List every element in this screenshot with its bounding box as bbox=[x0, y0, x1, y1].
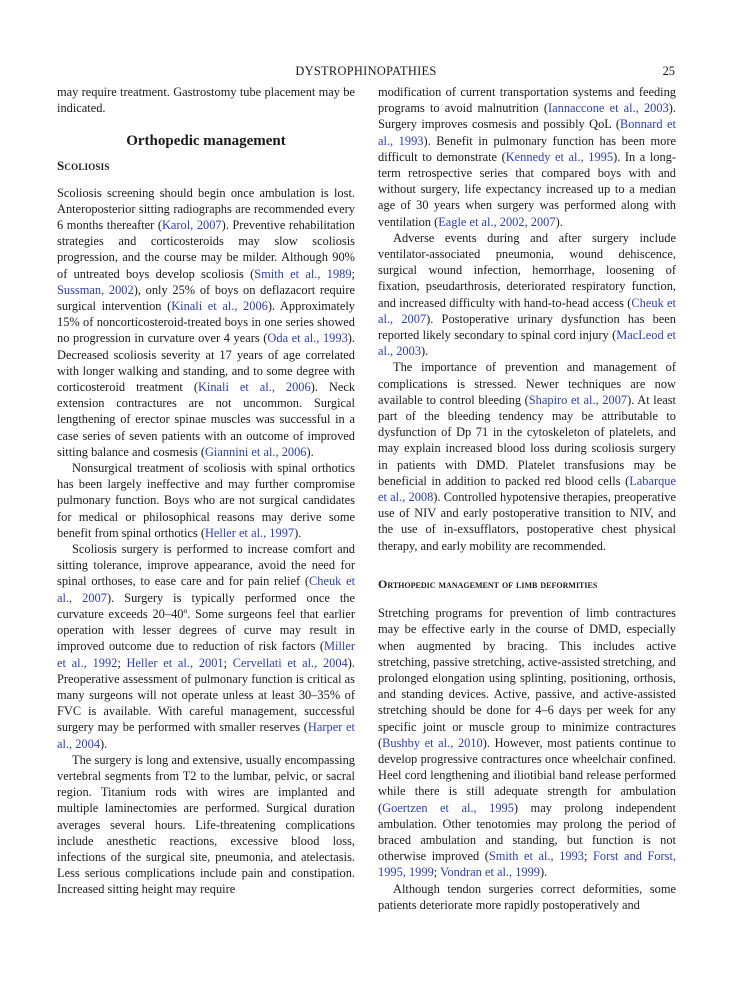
text: ). Neck extension contractures are not uncommon. Surgical lengthening of erector spinae muscles was successful in a case series of seven patients with an outcome of improved sitting balance and cosmesis ( bbox=[57, 380, 356, 459]
text: ). Controlled hypotensive therapies, preoperative use of NIV and early postoperative transition to NIV, and the use of in-exsufflators, postoperative chest physical therapy, and early mobility are recommended. bbox=[378, 490, 676, 553]
paragraph bbox=[57, 541, 355, 752]
text: Stretching programs for prevention of limb contractures may be effective early in the course of DMD, especially when augmented by bracing. This includes active stretching, passive stretching, active-assisted stretching, and prolonged elongation using splinting, positioning, orthosis, and standing devices. Active, passive, and active-assisted stretching should be done for 4–6 days per week for any specific joint or muscle group to minimize contractures ( bbox=[378, 606, 676, 750]
citation-link[interactable]: Kinali et al., 2006 bbox=[171, 299, 268, 314]
citation-link[interactable]: Shapiro et al., 2007 bbox=[528, 392, 628, 407]
paragraph bbox=[378, 605, 676, 880]
text: ). Surgery improves cosmesis and possibly QoL ( bbox=[378, 101, 676, 132]
text: ). bbox=[294, 525, 302, 540]
text: ). bbox=[555, 214, 563, 229]
page-header bbox=[0, 64, 732, 80]
citation-link[interactable]: Heller et al., 2001 bbox=[126, 655, 224, 670]
paragraph bbox=[378, 84, 676, 230]
paragraph bbox=[57, 185, 355, 460]
page-number: 25 bbox=[662, 64, 675, 78]
citation-link[interactable]: Vondran et al., 1999 bbox=[440, 865, 541, 880]
left-column bbox=[57, 84, 355, 898]
text: ; bbox=[351, 266, 355, 281]
text: Nonsurgical treatment of scoliosis with spinal orthotics has been largely ineffective and may further compromise pulmonary function. Boys who are not surgical candidates for medical or philosophical reasons may derive some benefit from spinal orthotics ( bbox=[57, 461, 355, 540]
citation-link[interactable]: Cheuk et al., 2007 bbox=[57, 574, 356, 605]
text: Adverse events during and after surgery include ventilator-associated pneumonia, wound dehiscence, surgical wound infection, hemorrhage, loosening of fixation, pseudarthrosis, deteriorated respiratory function, and increased difficulty with hand-to-head access ( bbox=[378, 230, 676, 310]
text: The surgery is long and extensive, usually encompassing vertebral segments from T2 to the lumbar, pelvic, or sacral region. Titanium rods with wires are implanted and multiple laminectomies are performed. Surgical duration averages several hours. Life-threatening complications include anesthetic reactions, excessive blood loss, infections of the surgical site, pneumonia, and atelectasis. Less serious complications include pain and constipation. Increased sitting height may require bbox=[57, 752, 355, 897]
section-heading: Orthopedic management bbox=[126, 133, 286, 150]
citation-link[interactable]: Bonnard et al., 1993 bbox=[378, 117, 676, 148]
paragraph bbox=[378, 881, 676, 913]
paragraph bbox=[378, 359, 676, 553]
citation-link[interactable]: Forst and Forst, 1995, 1999 bbox=[378, 849, 677, 880]
text: may require treatment. Gastrostomy tube placement may be indicated. bbox=[57, 85, 355, 116]
text: ) may prolong independent ambulation. Other tenotomies may prolong the period of braced ambulation and standing, but function is not otherwise improved ( bbox=[378, 800, 676, 864]
running-title: DYSTROPHINOPATHIES bbox=[295, 64, 437, 78]
citation-link[interactable]: Harper et al., 2004 bbox=[57, 720, 355, 751]
text: Although tendon surgeries correct deformities, some patients deteriorate more rapidly postoperatively and bbox=[378, 881, 676, 912]
citation-link[interactable]: Smith et al., 1989 bbox=[254, 266, 352, 281]
citation-link[interactable]: Heller et al., 1997 bbox=[204, 525, 295, 540]
citation-link[interactable]: Oda et al., 1993 bbox=[267, 331, 348, 346]
text: ; bbox=[117, 655, 127, 670]
text: ). Surgery is typically performed once the curvature exceeds 20–40º. Some surgeons feel that earlier operation with lesser degrees of curve may result in improved outcome due to reduction of risk factors ( bbox=[57, 590, 355, 654]
text: ). Approximately 15% of noncorticosteroid-treated boys in one series showed no progression in curvature over 4 years ( bbox=[57, 299, 355, 346]
text: ). However, most patients continue to develop progressive contractures once wheelchair confined. Heel cord lengthening and iliotibial band release performed while there is still adequate strength for ambulation ( bbox=[378, 735, 676, 815]
text: Scoliosis screening should begin once ambulation is lost. Anteroposterior sitting radiographs are recommended every 6 months thereafter ( bbox=[57, 185, 355, 233]
paragraph bbox=[378, 230, 676, 360]
text: ). Decreased scoliosis severity at 17 years of age correlated with longer walking and standing, and to some degree with corticosteroid treatment ( bbox=[57, 331, 356, 395]
text: ). At least part of the bleeding tendency may be attributable to dysfunction of Dp 71 in the cytoskeleton of platelets, and may explain increased blood loss during scoliosis surgery in patients with DMD. Platelet transfusions may be beneficial in addition to packed red blood cells ( bbox=[378, 392, 676, 488]
citation-link[interactable]: Bushby et al., 2010 bbox=[382, 735, 483, 750]
text: ; bbox=[433, 865, 441, 880]
text: ). Preventive rehabilitation strategies and corticosteroids may slow scoliosis progression, and the course may be milder. Although 90% of untreated boys develop scoliosis ( bbox=[57, 218, 355, 281]
text: ). Postoperative urinary dysfunction has been reported likely secondary to spinal cord injury ( bbox=[378, 311, 676, 343]
citation-link[interactable]: Cervellati et al., 2004 bbox=[232, 655, 348, 670]
text: ). Preoperative assessment of pulmonary function is critical as many surgeons will not operate unless at least 30–35% of FVC is available. With careful management, successful surgery may be performed with smaller reserves ( bbox=[57, 655, 355, 735]
text: ; bbox=[223, 655, 233, 670]
citation-link[interactable]: MacLeod et al., 2003 bbox=[378, 328, 676, 359]
subsection-heading: Scoliosis bbox=[57, 158, 110, 174]
citation-link[interactable]: Goertzen et al., 1995 bbox=[382, 800, 514, 815]
citation-link[interactable]: Labarque et al., 2008 bbox=[378, 473, 676, 505]
citation-link[interactable]: Giannini et al., 2006 bbox=[204, 444, 307, 459]
citation-link[interactable]: Kennedy et al., 1995 bbox=[505, 149, 614, 164]
text: modification of current transportation systems and feeding programs to avoid malnutrition ( bbox=[378, 85, 676, 116]
text: ). bbox=[421, 344, 429, 359]
text: ). bbox=[100, 736, 108, 751]
citation-link[interactable]: Smith et al., 1993 bbox=[488, 849, 584, 864]
citation-link[interactable]: Cheuk et al., 2007 bbox=[378, 295, 676, 326]
text: ). bbox=[540, 865, 548, 880]
text: ). Benefit in pulmonary function has been more difficult to demonstrate ( bbox=[378, 133, 676, 164]
citation-link[interactable]: Sussman, 2002 bbox=[57, 282, 134, 297]
text: ). In a long-term retrospective series that compared boys with and without surgery, life expectancy increased up to a median age of 30 years when surgery was performed along with ventilation ( bbox=[378, 149, 676, 229]
text: Scoliosis surgery is performed to increase comfort and sitting tolerance, improve appearance, avoid the need for spinal orthoses, to ease care and for pain relief ( bbox=[57, 542, 355, 589]
text: ; bbox=[583, 849, 593, 864]
paragraph bbox=[57, 460, 355, 541]
section-spacer bbox=[378, 554, 676, 576]
citation-link[interactable]: Iannaccone et al., 2003 bbox=[548, 101, 669, 116]
paragraph bbox=[57, 84, 355, 116]
paragraph bbox=[57, 752, 355, 898]
citation-link[interactable]: Kinali et al., 2006 bbox=[197, 380, 311, 395]
citation-link[interactable]: Eagle et al., 2002, 2007 bbox=[438, 214, 556, 229]
text: ). bbox=[306, 444, 314, 459]
text: ), only 25% of boys on deflazacort require surgical intervention ( bbox=[57, 282, 355, 314]
text: The importance of prevention and management of complications is stressed. Newer techniques are now available to control bleeding ( bbox=[378, 360, 676, 407]
right-column bbox=[378, 84, 676, 913]
citation-link[interactable]: Karol, 2007 bbox=[161, 218, 222, 233]
subsection-heading: Orthopedic management of limb deformities bbox=[378, 576, 598, 591]
citation-link[interactable]: Miller et al., 1992 bbox=[57, 639, 355, 670]
